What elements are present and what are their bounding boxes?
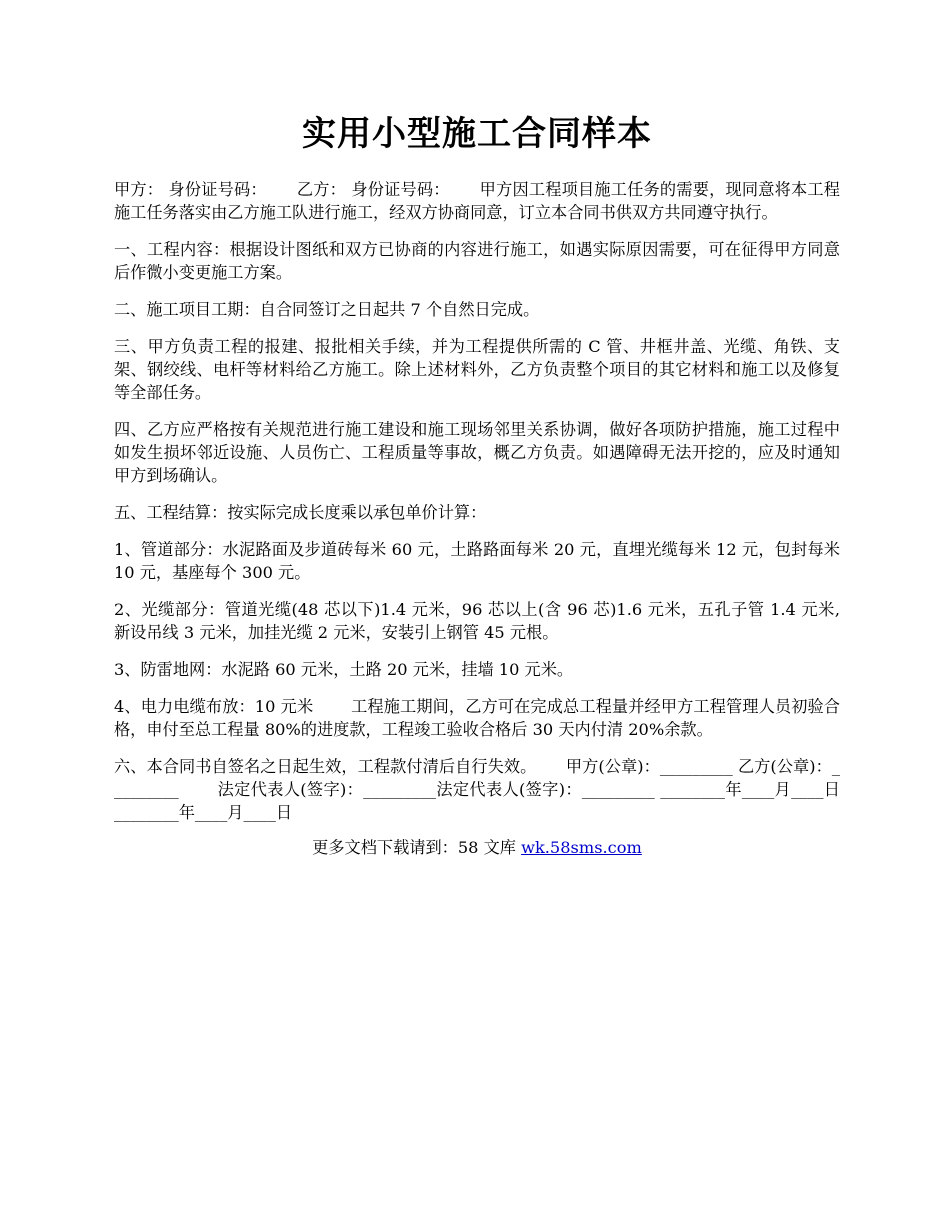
paragraph-scope: 一、工程内容：根据设计图纸和双方已协商的内容进行施工，如遇实际原因需要，可在征得甲方同意后作微小变更施工方案。: [114, 240, 840, 282]
paragraph-pipeline-prices: 1、管道部分：水泥路面及步道砖每米 60 元，土路路面每米 20 元，直埋光缆每米 12 元，包封每米 10 元，基座每个 300 元。: [114, 540, 840, 582]
paragraph-signatures: 六、本合同书自签名之日起生效，工程款付清后自行失效。 甲方(公章)：_________ 乙方(公章)：_________ 法定代表人(签字)：_________法定代表人(签字)：_________ ________年____月____日 ________年____月____日: [114, 757, 840, 822]
paragraph-power-cable-payment: 4、电力电缆布放：10 元米 工程施工期间，乙方可在完成总工程量并经甲方工程管理人员初验合格，申付至总工程量 80%的进度款，工程竣工验收合格后 30 天内付清 20%余款。: [114, 697, 840, 739]
document-page: [114, 110, 840, 859]
footer-text: 更多文档下载请到：58 文库: [312, 838, 522, 857]
paragraph-duration: 二、施工项目工期：自合同签订之日起共 7 个自然日完成。: [114, 300, 540, 319]
paragraph-party-b-duties: 四、乙方应严格按有关规范进行施工建设和施工现场邻里关系协调，做好各项防护措施，施工过程中如发生损坏邻近设施、人员伤亡、工程质量等事故，概乙方负责。如遇障碍无法开挖的，应及时通知甲方到场确认。: [114, 420, 840, 485]
paragraph-parties: 甲方： 身份证号码： 乙方： 身份证号码： 甲方因工程项目施工任务的需要，现同意将本工程施工任务落实由乙方施工队进行施工，经双方协商同意，订立本合同书供双方共同遵守执行。: [114, 180, 840, 222]
paragraph-settlement: 五、工程结算：按实际完成长度乘以承包单价计算：: [114, 503, 487, 522]
footer-link[interactable]: wk.58sms.com: [521, 838, 642, 857]
download-footer: [114, 836, 840, 859]
document-title: 实用小型施工合同样本: [302, 114, 652, 154]
paragraph-grounding-prices: 3、防雷地网：水泥路 60 元米，土路 20 元米，挂墙 10 元米。: [114, 660, 574, 679]
paragraph-cable-prices: 2、光缆部分：管道光缆(48 芯以下)1.4 元米，96 芯以上(含 96 芯)1.6 元米，五孔子管 1.4 元米, 新设吊线 3 元米，加挂光缆 2 元米，安装引上钢管 45 元根。: [114, 600, 840, 642]
paragraph-party-a-duties: 三、甲方负责工程的报建、报批相关手续，并为工程提供所需的 C 管、井框井盖、光缆、角铁、支架、钢绞线、电杆等材料给乙方施工。除上述材料外，乙方负责整个项目的其它材料和施工以及修复等全部任务。: [114, 337, 840, 402]
